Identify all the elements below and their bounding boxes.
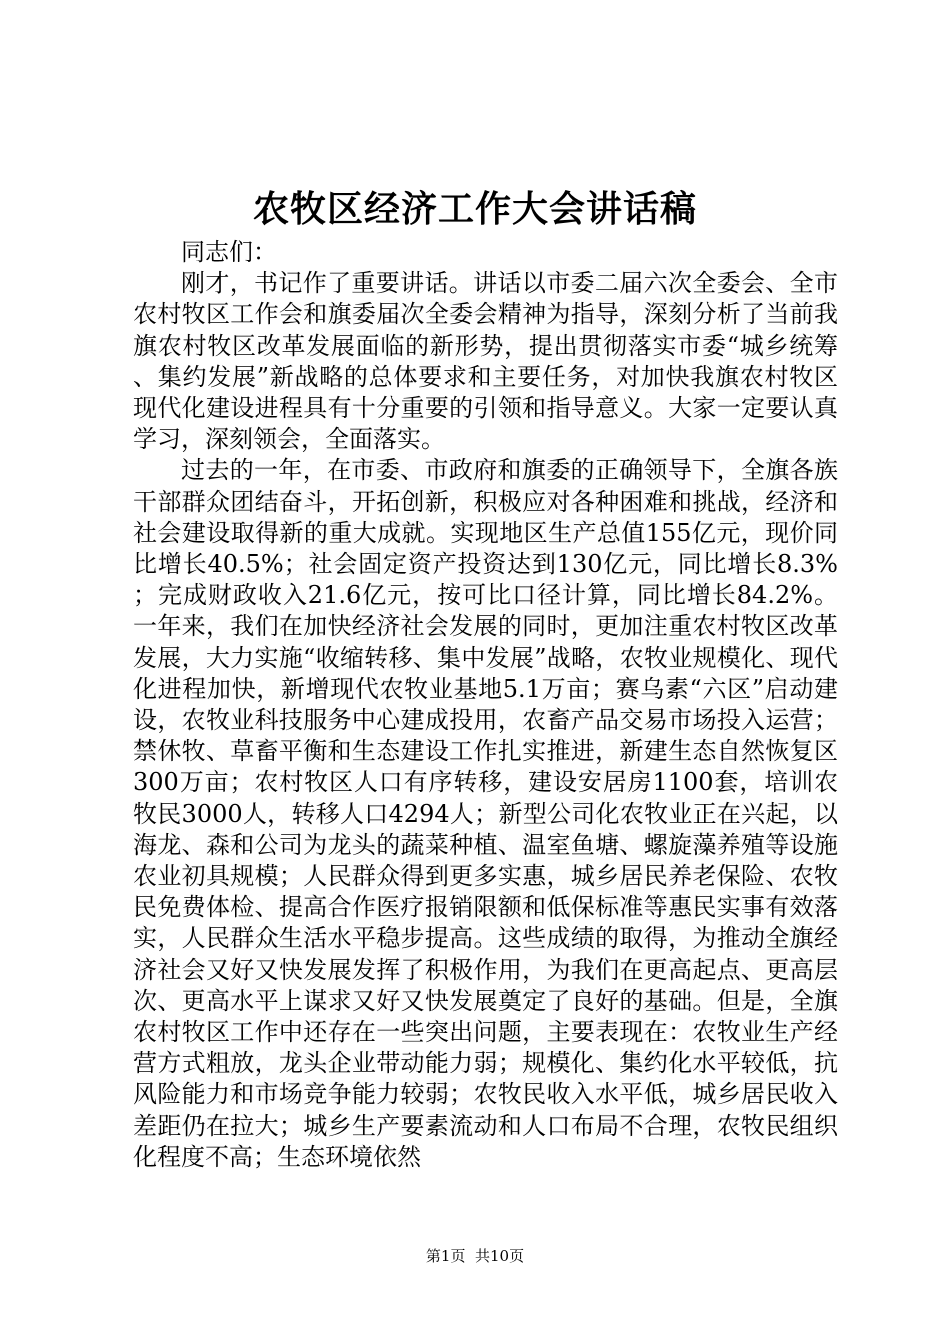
document-title: 农牧区经济工作大会讲话稿 <box>252 188 697 230</box>
intro-paragraph: 刚才，书记作了重要讲话。讲话以市委二届六次全委会、全市农村牧区工作会和旗委届次全委会精神为指导，深刻分析了当前我旗农村牧区改革发展面临的新形势，提出贯彻落实市委“城乡统筹、集约发展”新战略的总体要求和主要任务，对加快我旗农村牧区现代化建设进程具有十分重要的引领和指导意义。大家一定要认真学习，深刻领会，全面落实。 <box>133 269 838 454</box>
document-body <box>133 237 838 1173</box>
page-footer <box>0 1246 950 1266</box>
page-number: 第1页 共10页 <box>425 1247 525 1265</box>
salutation-paragraph: 同志们： <box>181 238 277 266</box>
review-paragraph: 过去的一年，在市委、市政府和旗委的正确领导下，全旗各族干部群众团结奋斗，开拓创新，积极应对各种困难和挑战，经济和社会建设取得新的重大成就。实现地区生产总值155亿元，现价同比增长40.5%；社会固定资产投资达到130亿元，同比增长8.3%；完成财政收入21.6亿元，按可比口径计算，同比增长84.2%。一年来，我们在加快经济社会发展的同时，更加注重农村牧区改革发展，大力实施“收缩转移、集中发展”战略，农牧业规模化、现代化进程加快，新增现代农牧业基地5.1万亩；赛乌素“六区”启动建设，农牧业科技服务中心建成投用，农畜产品交易市场投入运营；禁休牧、草畜平衡和生态建设工作扎实推进，新建生态自然恢复区300万亩；农村牧区人口有序转移，建设安居房1100套，培训农牧民3000人，转移人口4294人；新型公司化农牧业正在兴起，以海龙、森和公司为龙头的蔬菜种植、温室鱼塘、螺旋藻养殖等设施农业初具规模；人民群众得到更多实惠，城乡居民养老保险、农牧民免费体检、提高合作医疗报销限额和低保标准等惠民实事有效落实，人民群众生活水平稳步提高。这些成绩的取得，为推动全旗经济社会又好又快发展发挥了积极作用，为我们在更高起点、更高层次、更高水平上谋求又好又快发展奠定了良好的基础。但是，全旗农村牧区工作中还存在一些突出问题，主要表现在：农牧业生产经营方式粗放，龙头企业带动能力弱；规模化、集约化水平较低，抗风险能力和市场竞争能力较弱；农牧民收入水平低，城乡居民收入差距仍在拉大；城乡生产要素流动和人口布局不合理，农牧民组织化程度不高；生态环境依然 <box>133 456 838 1171</box>
